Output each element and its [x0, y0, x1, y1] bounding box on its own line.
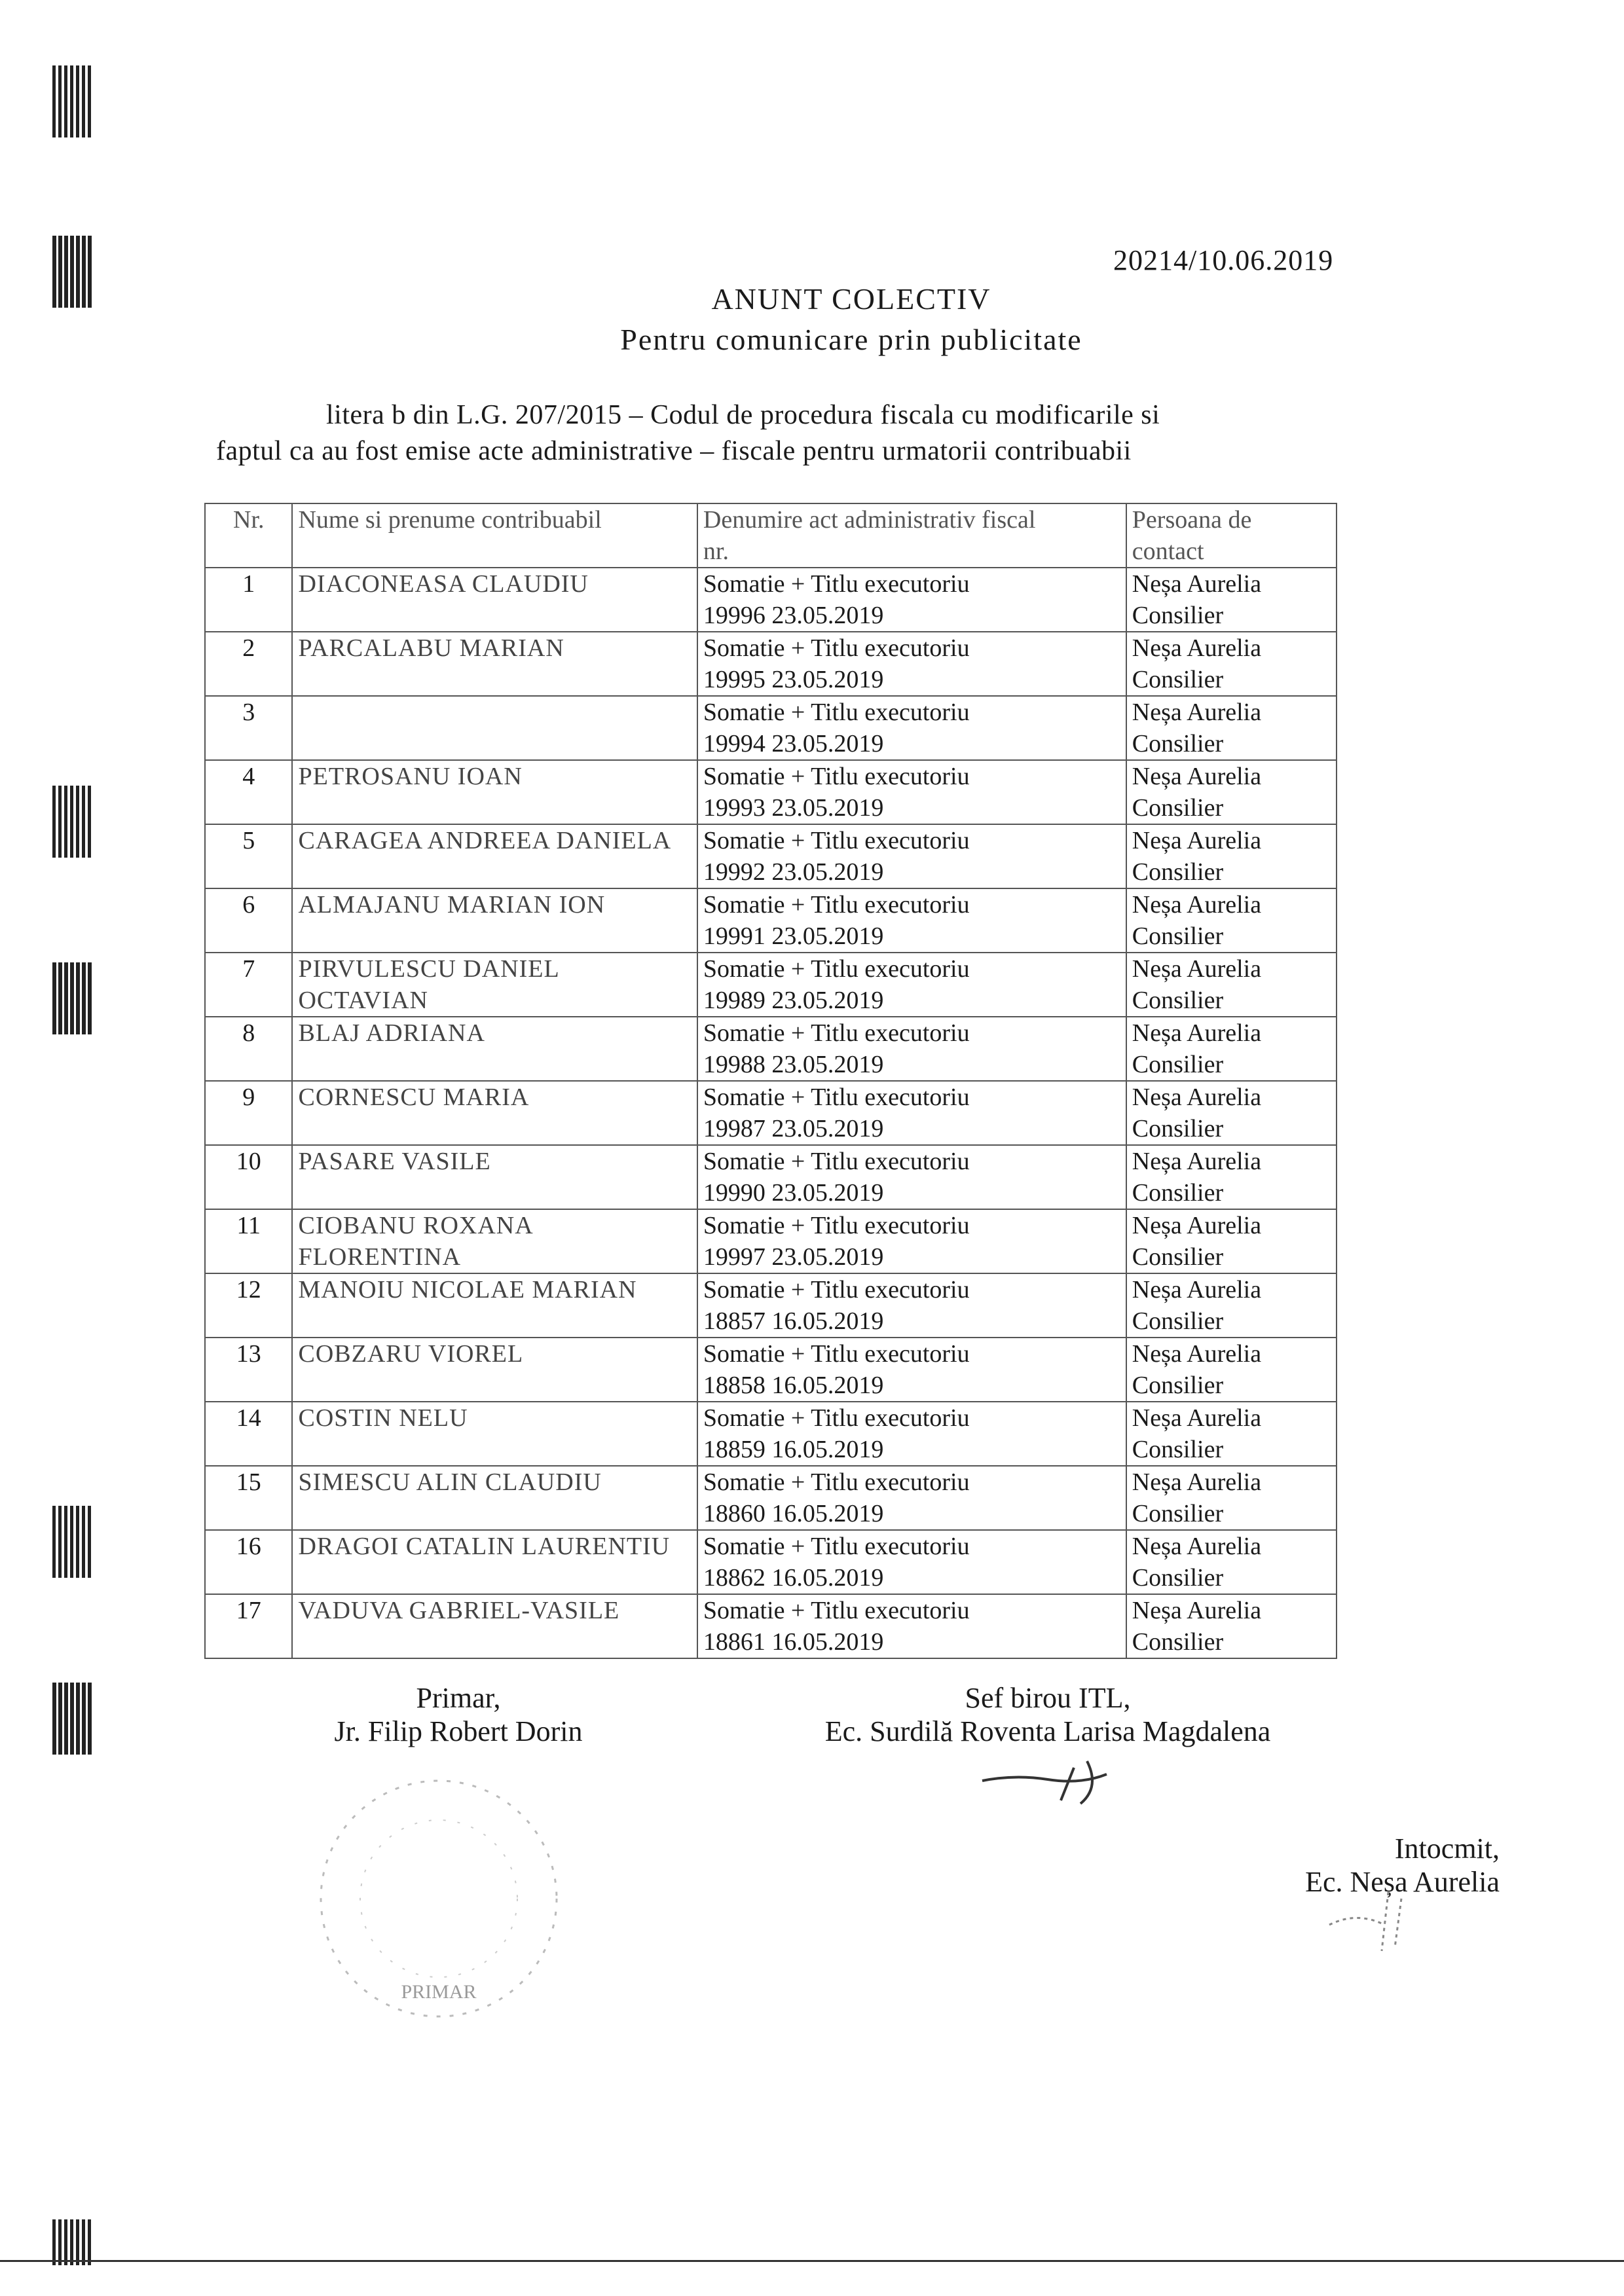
row-nr: 1: [205, 568, 292, 632]
row-name: [292, 696, 697, 760]
row-contact-role: Consilier: [1132, 922, 1224, 950]
row-contact-name: Neșa Aurelia: [1132, 827, 1262, 854]
table-row: [205, 696, 1337, 760]
row-nr: 7: [205, 953, 292, 1017]
row-contact: [1126, 953, 1337, 1017]
row-act-type: Somatie + Titlu executoriu: [703, 827, 970, 854]
row-act-type: Somatie + Titlu executoriu: [703, 1148, 970, 1175]
row-nr: 17: [205, 1594, 292, 1658]
row-contact-role: Consilier: [1132, 1436, 1224, 1463]
row-act-type: Somatie + Titlu executoriu: [703, 1019, 970, 1047]
table-row: [205, 760, 1337, 824]
row-contact: [1126, 1594, 1337, 1658]
row-act: [697, 1594, 1126, 1658]
row-nr: 9: [205, 1081, 292, 1145]
row-contact-name: Neșa Aurelia: [1132, 1019, 1262, 1047]
row-act-type: Somatie + Titlu executoriu: [703, 1468, 970, 1496]
row-act-ref: 18857 16.05.2019: [703, 1307, 884, 1335]
row-contact-role: Consilier: [1132, 794, 1224, 822]
row-name: VADUVA GABRIEL-VASILE: [292, 1594, 697, 1658]
row-act: [697, 568, 1126, 632]
row-contact-role: Consilier: [1132, 1628, 1224, 1656]
table-row: [205, 824, 1337, 888]
row-contact-role: Consilier: [1132, 1564, 1224, 1592]
row-contact: [1126, 1402, 1337, 1466]
row-contact-role: Consilier: [1132, 987, 1224, 1014]
row-contact-name: Neșa Aurelia: [1132, 1276, 1262, 1303]
signature-scribble: [1310, 1886, 1421, 1958]
row-act-type: Somatie + Titlu executoriu: [703, 1276, 970, 1303]
row-act-ref: 19992 23.05.2019: [703, 858, 884, 886]
row-contact: [1126, 1209, 1337, 1273]
row-act: [697, 632, 1126, 696]
row-act: [697, 953, 1126, 1017]
row-name: COSTIN NELU: [292, 1402, 697, 1466]
row-name: PASARE VASILE: [292, 1145, 697, 1209]
table-row: [205, 953, 1337, 1017]
margin-mark: [52, 65, 92, 137]
row-name: PARCALABU MARIAN: [292, 632, 697, 696]
row-act: [697, 1145, 1126, 1209]
row-act: [697, 1466, 1126, 1530]
table-row: [205, 1466, 1337, 1530]
row-act-type: Somatie + Titlu executoriu: [703, 1084, 970, 1111]
row-name: DRAGOI CATALIN LAURENTIU: [292, 1530, 697, 1594]
margin-mark: [52, 962, 92, 1034]
row-contact-role: Consilier: [1132, 1243, 1224, 1271]
signature-primar: [262, 1681, 655, 1748]
row-act-ref: 19988 23.05.2019: [703, 1051, 884, 1078]
signature-sef-birou: [766, 1681, 1329, 1748]
row-act-type: Somatie + Titlu executoriu: [703, 1597, 970, 1624]
document-ref-number: 20214/10.06.2019: [1113, 244, 1334, 276]
table-row: [205, 1209, 1337, 1273]
row-contact-role: Consilier: [1132, 1500, 1224, 1527]
row-contact-role: Consilier: [1132, 1179, 1224, 1207]
row-nr: 15: [205, 1466, 292, 1530]
row-act: [697, 760, 1126, 824]
row-contact-role: Consilier: [1132, 858, 1224, 886]
official-stamp: [301, 1768, 576, 2030]
row-nr: 11: [205, 1209, 292, 1273]
row-act-ref: 19987 23.05.2019: [703, 1115, 884, 1142]
row-contact: [1126, 1338, 1337, 1402]
row-contact-name: Neșa Aurelia: [1132, 1533, 1262, 1560]
header-contact-line1: Persoana de: [1132, 506, 1252, 534]
row-contact: [1126, 888, 1337, 953]
table-row: [205, 568, 1337, 632]
row-act: [697, 1017, 1126, 1081]
row-name: ALMAJANU MARIAN ION: [292, 888, 697, 953]
row-contact-name: Neșa Aurelia: [1132, 1084, 1262, 1111]
margin-mark: [52, 2219, 92, 2265]
row-act-type: Somatie + Titlu executoriu: [703, 634, 970, 662]
row-act-ref: 19993 23.05.2019: [703, 794, 884, 822]
margin-mark: [52, 786, 92, 858]
row-act-ref: 19995 23.05.2019: [703, 666, 884, 693]
row-act-type: Somatie + Titlu executoriu: [703, 891, 970, 919]
row-name: DIACONEASA CLAUDIU: [292, 568, 697, 632]
row-contact: [1126, 1466, 1337, 1530]
row-act-ref: 18860 16.05.2019: [703, 1500, 884, 1527]
row-contact: [1126, 760, 1337, 824]
row-name: COBZARU VIOREL: [292, 1338, 697, 1402]
row-contact-role: Consilier: [1132, 1307, 1224, 1335]
table-row: [205, 1273, 1337, 1338]
row-act-ref: 19989 23.05.2019: [703, 987, 884, 1014]
row-name: CARAGEA ANDREEA DANIELA: [292, 824, 697, 888]
page-bottom-rule: [0, 2260, 1624, 2262]
row-contact-name: Neșa Aurelia: [1132, 1404, 1262, 1432]
row-act-type: Somatie + Titlu executoriu: [703, 763, 970, 790]
row-act-type: Somatie + Titlu executoriu: [703, 1533, 970, 1560]
table-row: [205, 888, 1337, 953]
header-name: Nume si prenume contribuabil: [292, 503, 697, 568]
row-nr: 12: [205, 1273, 292, 1338]
row-contact-name: Neșa Aurelia: [1132, 891, 1262, 919]
header-act-line1: Denumire act administrativ fiscal: [703, 506, 1036, 534]
row-act: [697, 1338, 1126, 1402]
row-act-ref: 19994 23.05.2019: [703, 730, 884, 757]
row-name: MANOIU NICOLAE MARIAN: [292, 1273, 697, 1338]
row-nr: 5: [205, 824, 292, 888]
row-act-ref: 18862 16.05.2019: [703, 1564, 884, 1592]
row-contact-role: Consilier: [1132, 1051, 1224, 1078]
intro-line-2: faptul ca au fost emise acte administrative – fiscale pentru urmatorii contribuabii: [216, 436, 1132, 466]
sef-name: Ec. Surdilă Roventa Larisa Magdalena: [824, 1715, 1271, 1747]
row-act: [697, 1209, 1126, 1273]
row-nr: 6: [205, 888, 292, 953]
row-contact: [1126, 632, 1337, 696]
table-row: [205, 1530, 1337, 1594]
row-act-type: Somatie + Titlu executoriu: [703, 570, 970, 598]
row-nr: 8: [205, 1017, 292, 1081]
table-header-row: [205, 503, 1337, 568]
sef-title: Sef birou ITL,: [965, 1682, 1131, 1714]
signature-scribble: [976, 1755, 1146, 1807]
row-contact-role: Consilier: [1132, 1115, 1224, 1142]
header-act-line2: nr.: [703, 538, 729, 565]
table-row: [205, 1081, 1337, 1145]
row-act: [697, 1081, 1126, 1145]
stamp-text: PRIMAR: [401, 1981, 477, 2003]
primar-title: Primar,: [416, 1682, 501, 1714]
row-act-ref: 19990 23.05.2019: [703, 1179, 884, 1207]
row-act-ref: 19991 23.05.2019: [703, 922, 884, 950]
row-act-type: Somatie + Titlu executoriu: [703, 1404, 970, 1432]
row-contact-name: Neșa Aurelia: [1132, 1468, 1262, 1496]
row-contact: [1126, 1145, 1337, 1209]
table-row: [205, 1402, 1337, 1466]
row-contact-role: Consilier: [1132, 666, 1224, 693]
row-act: [697, 888, 1126, 953]
intro-line-1: litera b din L.G. 207/2015 – Codul de procedura fiscala cu modificarile si: [326, 400, 1160, 430]
header-act: [697, 503, 1126, 568]
row-contact-name: Neșa Aurelia: [1132, 1597, 1262, 1624]
row-name: CORNESCU MARIA: [292, 1081, 697, 1145]
intocmit-name: Ec. Neșa Aurelia: [1305, 1866, 1500, 1898]
row-contact: [1126, 1017, 1337, 1081]
row-contact-name: Neșa Aurelia: [1132, 699, 1262, 726]
document-title: ANUNT COLECTIV: [711, 282, 991, 316]
table-row: [205, 632, 1337, 696]
row-act: [697, 1273, 1126, 1338]
row-name: PIRVULESCU DANIEL OCTAVIAN: [292, 953, 697, 1017]
row-act-ref: 18858 16.05.2019: [703, 1372, 884, 1399]
header-contact: [1126, 503, 1337, 568]
row-act-type: Somatie + Titlu executoriu: [703, 1212, 970, 1239]
row-nr: 13: [205, 1338, 292, 1402]
row-act-type: Somatie + Titlu executoriu: [703, 955, 970, 983]
row-contact-name: Neșa Aurelia: [1132, 1148, 1262, 1175]
row-contact: [1126, 568, 1337, 632]
row-contact-name: Neșa Aurelia: [1132, 634, 1262, 662]
row-contact: [1126, 824, 1337, 888]
row-contact: [1126, 696, 1337, 760]
row-act-ref: 18859 16.05.2019: [703, 1436, 884, 1463]
row-nr: 14: [205, 1402, 292, 1466]
row-nr: 4: [205, 760, 292, 824]
row-act-type: Somatie + Titlu executoriu: [703, 1340, 970, 1368]
row-act: [697, 696, 1126, 760]
intocmit-title: Intocmit,: [1394, 1832, 1500, 1865]
row-contact: [1126, 1530, 1337, 1594]
row-contact-role: Consilier: [1132, 730, 1224, 757]
row-act: [697, 824, 1126, 888]
row-contact-name: Neșa Aurelia: [1132, 570, 1262, 598]
row-act: [697, 1402, 1126, 1466]
row-name: CIOBANU ROXANA FLORENTINA: [292, 1209, 697, 1273]
row-act-ref: 18861 16.05.2019: [703, 1628, 884, 1656]
table-row: [205, 1145, 1337, 1209]
row-contact-role: Consilier: [1132, 1372, 1224, 1399]
row-contact-name: Neșa Aurelia: [1132, 955, 1262, 983]
row-contact-name: Neșa Aurelia: [1132, 1212, 1262, 1239]
row-nr: 3: [205, 696, 292, 760]
table-row: [205, 1338, 1337, 1402]
header-nr: Nr.: [205, 503, 292, 568]
row-name: PETROSANU IOAN: [292, 760, 697, 824]
table-row: [205, 1017, 1337, 1081]
row-act: [697, 1530, 1126, 1594]
row-act-type: Somatie + Titlu executoriu: [703, 699, 970, 726]
row-nr: 2: [205, 632, 292, 696]
header-contact-line2: contact: [1132, 538, 1204, 565]
contributors-table: [204, 503, 1337, 1659]
row-contact-role: Consilier: [1132, 602, 1224, 629]
row-contact: [1126, 1081, 1337, 1145]
margin-mark: [52, 1506, 92, 1578]
row-act-ref: 19996 23.05.2019: [703, 602, 884, 629]
row-name: BLAJ ADRIANA: [292, 1017, 697, 1081]
row-act-ref: 19997 23.05.2019: [703, 1243, 884, 1271]
row-nr: 16: [205, 1530, 292, 1594]
document-subtitle: Pentru comunicare prin publicitate: [620, 323, 1082, 356]
row-name: SIMESCU ALIN CLAUDIU: [292, 1466, 697, 1530]
row-contact-name: Neșa Aurelia: [1132, 763, 1262, 790]
margin-mark: [52, 1683, 92, 1755]
row-nr: 10: [205, 1145, 292, 1209]
row-contact: [1126, 1273, 1337, 1338]
row-contact-name: Neșa Aurelia: [1132, 1340, 1262, 1368]
primar-name: Jr. Filip Robert Dorin: [334, 1715, 583, 1747]
table-row: [205, 1594, 1337, 1658]
